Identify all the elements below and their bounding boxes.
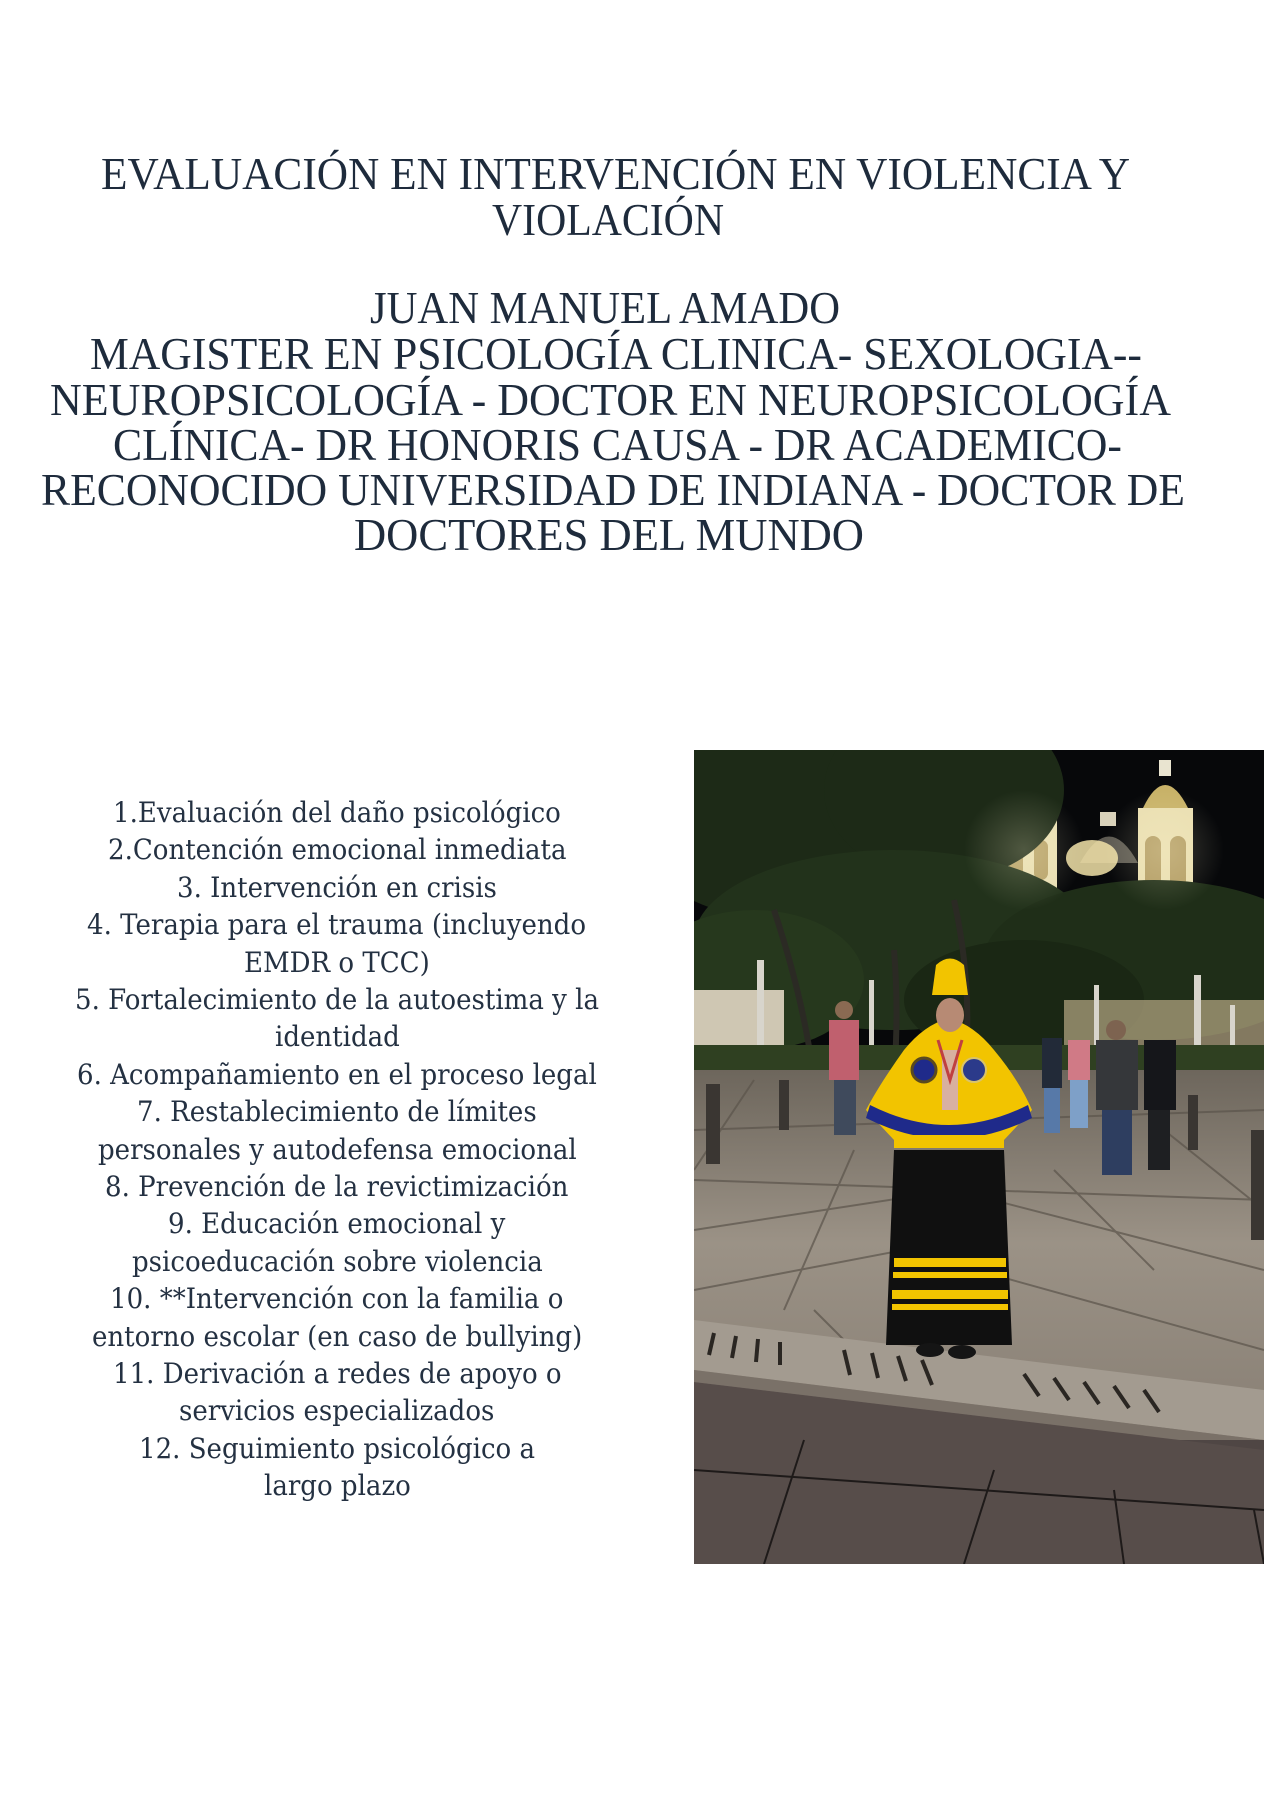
list-item-line: entorno escolar (en caso de bullying) — [91, 1319, 583, 1353]
title-line-1: EVALUACIÓN EN INTERVENCIÓN EN VIOLENCIA Y — [101, 148, 1131, 200]
list-item-line: 8. Prevención de la revictimización — [105, 1169, 569, 1203]
list-item-line: personales y autodefensa emocional — [97, 1132, 577, 1166]
author-credentials-line: NEUROPSICOLOGÍA - DOCTOR EN NEUROPSICOLOGÍA — [50, 374, 1171, 426]
author-name: JUAN MANUEL AMADO — [370, 282, 841, 334]
list-item-line: identidad — [274, 1020, 400, 1054]
list-item-line: 3. Intervención en crisis — [177, 870, 497, 904]
list-item-line: 5. Fortalecimiento de la autoestima y la — [75, 982, 599, 1016]
list-item-line: EMDR o TCC) — [244, 945, 430, 979]
author-credentials-line: DOCTORES DEL MUNDO — [354, 509, 864, 561]
list-item-line: psicoeducación sobre violencia — [131, 1244, 543, 1278]
author-photo — [694, 750, 1264, 1564]
list-item-line: 6. Acompañamiento en el proceso legal — [77, 1057, 597, 1091]
list-item-line: 12. Seguimiento psicológico a — [138, 1431, 536, 1465]
list-item-line: largo plazo — [263, 1469, 411, 1503]
author-credentials-line: MAGISTER EN PSICOLOGÍA CLINICA- SEXOLOGIA-- — [90, 328, 1142, 380]
list-item-line: 10. **Intervención con la familia o — [110, 1282, 564, 1316]
photo-illustration — [694, 750, 1264, 1564]
list-item-line: 4. Terapia para el trauma (incluyendo — [87, 908, 587, 942]
author-credentials-line: CLÍNICA- DR HONORIS CAUSA - DR ACADEMICO- — [113, 419, 1122, 471]
list-item-line: 2.Contención emocional inmediata — [107, 833, 567, 867]
list-item-line: 9. Educación emocional y — [168, 1207, 506, 1241]
list-item-line: servicios especializados — [179, 1394, 495, 1428]
title-line-2: VIOLACIÓN — [492, 194, 725, 246]
list-item-line: 1.Evaluación del daño psicológico — [113, 795, 561, 829]
author-credentials-line: RECONOCIDO UNIVERSIDAD DE INDIANA - DOCTOR DE — [41, 464, 1185, 516]
list-item-line: 11. Derivación a redes de apoyo o — [112, 1356, 562, 1390]
list-item-line: 7. Restablecimiento de límites — [137, 1095, 537, 1129]
